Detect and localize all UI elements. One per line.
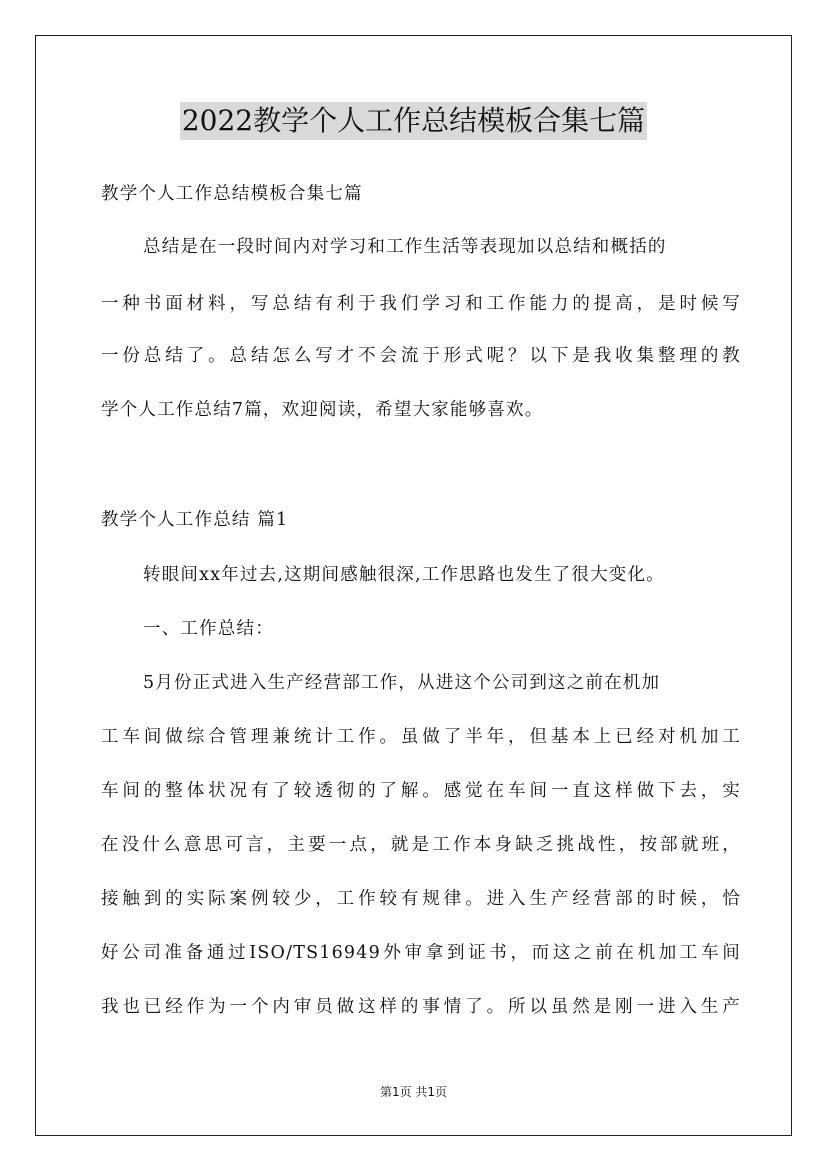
section-sub-heading: 一、工作总结： (143, 619, 274, 639)
body-line-6: 好公司准备通过ISO/TS16949外审拿到证书，而这之前在机加工车间 (101, 943, 741, 963)
body-line-3: 车间的整体状况有了较透彻的了解。感觉在车间一直这样做下去，实 (101, 781, 741, 801)
body-line-1: 5月份正式进入生产经营部工作，从进这个公司到这之前在机加 (143, 673, 661, 693)
intro-line-2: 一种书面材料，写总结有利于我们学习和工作能力的提高，是时候写 (101, 294, 741, 314)
intro-line-3: 一份总结了。总结怎么写才不会流于形式呢？以下是我收集整理的教 (101, 346, 741, 366)
body-line-4: 在没什么意思可言，主要一点，就是工作本身缺乏挑战性，按部就班， (101, 835, 741, 855)
intro-line-1: 总结是在一段时间内对学习和工作生活等表现加以总结和概括的 (143, 237, 667, 257)
page-footer: 第1页 共1页 (379, 1085, 448, 1099)
body-line-2: 工车间做综合管理兼统计工作。虽做了半年，但基本上已经对机加工 (101, 727, 741, 747)
intro-line-4: 学个人工作总结7篇，欢迎阅读，希望大家能够喜欢。 (101, 400, 544, 420)
section-paragraph-1: 转眼间xx年过去,这期间感触很深,工作思路也发生了很大变化。 (143, 565, 665, 585)
title-container (0, 102, 827, 140)
body-line-5: 接触到的实际案例较少，工作较有规律。进入生产经营部的时候，恰 (101, 889, 741, 909)
document-title: 2022教学个人工作总结模板合集七篇 (180, 102, 647, 140)
body-line-7: 我也已经作为一个内审员做这样的事情了。所以虽然是刚一进入生产 (101, 997, 741, 1017)
section-heading: 教学个人工作总结 篇1 (101, 510, 289, 530)
document-subtitle: 教学个人工作总结模板合集七篇 (101, 184, 363, 204)
